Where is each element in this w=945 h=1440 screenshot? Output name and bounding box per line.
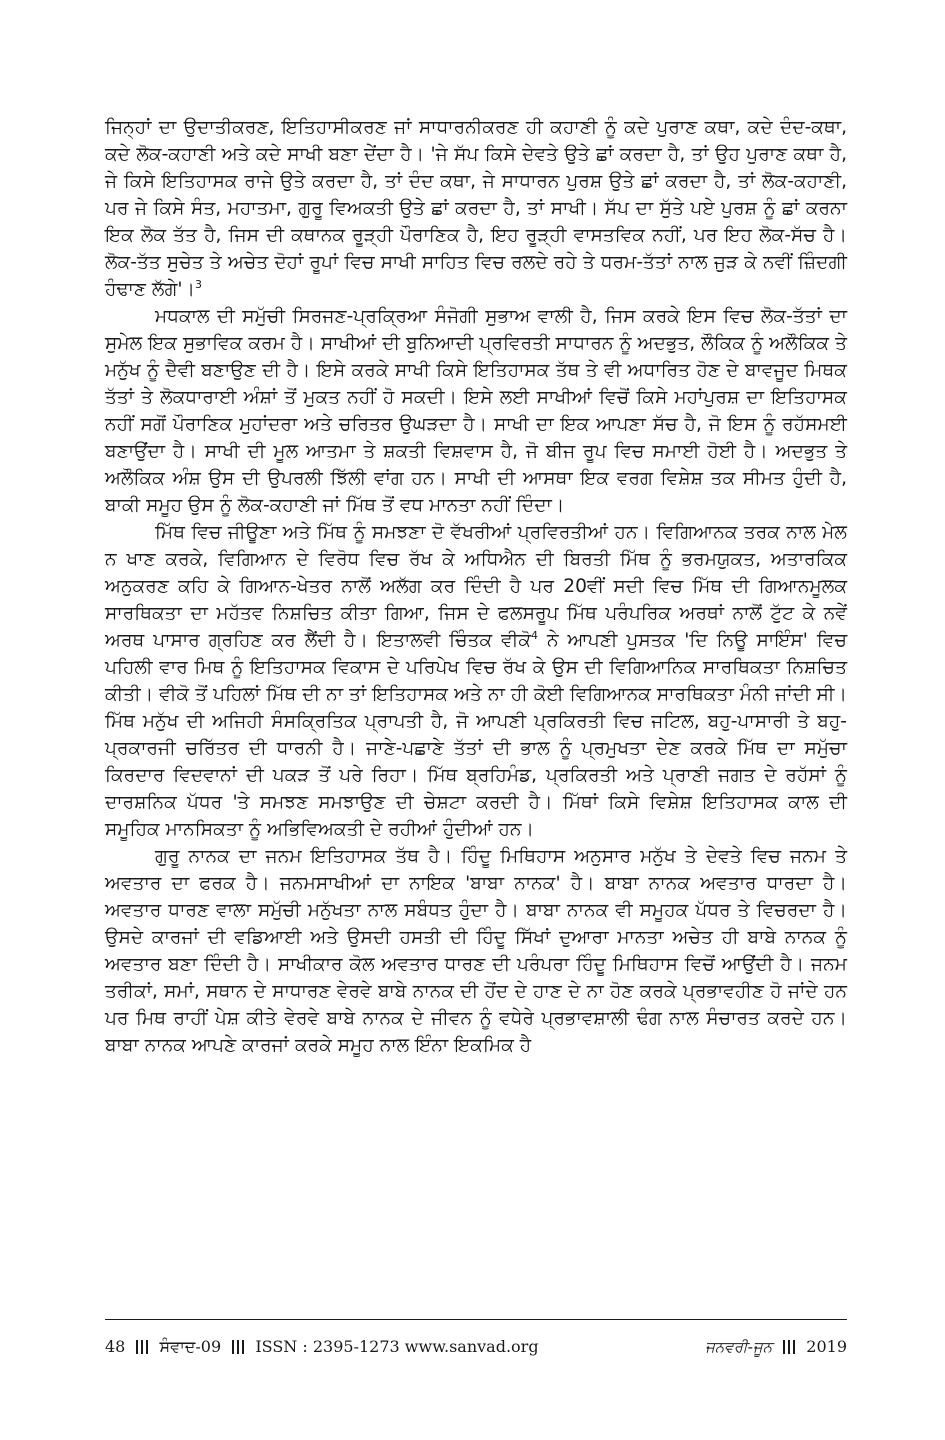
paragraph-1-text: ਜਿਨ੍ਹਾਂ ਦਾ ਉਦਾਤੀਕਰਣ, ਇਤਿਹਾਸੀਕਰਣ ਜਾਂ ਸਾਧਾਰਨੀਕਰਣ ਹੀ ਕਹਾਣੀ ਨੂੰ ਕਦੇ ਪੁਰਾਣ ਕਥਾ, ਕਦੇ ਦੰਦ-ਕਥਾ, ਕਦੇ ਲੋਕ-ਕਹਾਣੀ ਅਤੇ ਕਦੇ ਸਾਖੀ ਬਣਾ ਦੇਂਦਾ ਹੈ। 'ਜੇ ਸੱਪ ਕਿਸੇ ਦੇਵਤੇ ਉਤੇ ਛਾਂ ਕਰਦਾ ਹੈ, ਤਾਂ ਉਹ ਪੁਰਾਣ ਕਥਾ ਹੈ, ਜੇ ਕਿਸੇ ਇਤਿਹਾਸਕ ਰਾਜੇ ਉਤੇ ਕਰਦਾ ਹੈ, ਤਾਂ ਦੰਦ ਕਥਾ, ਜੇ ਸਾਧਾਰਨ ਪੁਰਸ਼ ਉਤੇ ਛਾਂ ਕਰਦਾ ਹੈ, ਤਾਂ ਲੋਕ-ਕਹਾਣੀ, ਪਰ ਜੇ ਕਿਸੇ ਸੰਤ, ਮਹਾਤਮਾ, ਗੁਰੂ ਵਿਅਕਤੀ ਉਤੇ ਛਾਂ ਕਰਦਾ ਹੈ, ਤਾਂ ਸਾਖੀ। ਸੱਪ ਦਾ ਸੁੱਤੇ ਪਏ ਪੁਰਸ਼ ਨੂੰ ਛਾਂ ਕਰਨਾ ਇਕ ਲੋਕ ਤੱਤ ਹੈ, ਜਿਸ ਦੀ ਕਥਾਨਕ ਰੂੜ੍ਹੀ ਪੌਰਾਣਿਕ ਹੈ, ਇਹ ਰੂੜ੍ਹੀ ਵਾਸਤਵਿਕ ਨਹੀਂ, ਪਰ ਇਹ ਲੋਕ-ਸੱਚ ਹੈ। ਲੋਕ-ਤੱਤ ਸੁਚੇਤ ਤੇ ਅਚੇਤ ਦੋਹਾਂ ਰੂਪਾਂ ਵਿਚ ਸਾਖੀ ਸਾਹਿਤ ਵਿਚ ਰਲਦੇ ਰਹੇ ਤੇ ਧਰਮ-ਤੱਤਾਂ ਨਾਲ ਜੁੜ ਕੇ ਨਵੀਂ ਜ਼ਿੰਦਗੀ ਹੰਢਾਣ ਲੱਗੇ'। [105, 117, 847, 300]
triple-bar-separator-icon [230, 1340, 246, 1354]
paragraph-4: ਗੁਰੂ ਨਾਨਕ ਦਾ ਜਨਮ ਇਤਿਹਾਸਕ ਤੱਥ ਹੈ। ਹਿੰਦੂ ਮਿਥਿਹਾਸ ਅਨੁਸਾਰ ਮਨੁੱਖ ਤੇ ਦੇਵਤੇ ਵਿਚ ਜਨਮ ਤੇ ਅਵਤਾਰ ਦਾ ਫਰਕ ਹੈ। ਜਨਮਸਾਖੀਆਂ ਦਾ ਨਾਇਕ 'ਬਾਬਾ ਨਾਨਕ' ਹੈ। ਬਾਬਾ ਨਾਨਕ ਅਵਤਾਰ ਧਾਰਦਾ ਹੈ। ਅਵਤਾਰ ਧਾਰਣ ਵਾਲਾ ਸਮੁੱਚੀ ਮਨੁੱਖਤਾ ਨਾਲ ਸਬੰਧਤ ਹੁੰਦਾ ਹੈ। ਬਾਬਾ ਨਾਨਕ ਵੀ ਸਮੂਹਕ ਪੱਧਰ ਤੇ ਵਿਚਰਦਾ ਹੈ। ਉਸਦੇ ਕਾਰਜਾਂ ਦੀ ਵਡਿਆਈ ਅਤੇ ਉਸਦੀ ਹਸਤੀ ਦੀ ਹਿੰਦੂ ਸਿੱਖਾਂ ਦੁਆਰਾ ਮਾਨਤਾ ਅਚੇਤ ਹੀ ਬਾਬੇ ਨਾਨਕ ਨੂੰ ਅਵਤਾਰ ਬਣਾ ਦਿੰਦੀ ਹੈ। ਸਾਖੀਕਾਰ ਕੋਲ ਅਵਤਾਰ ਧਾਰਣ ਦੀ ਪਰੰਪਰਾ ਹਿੰਦੂ ਮਿਥਿਹਾਸ ਵਿਚੋਂ ਆਉਂਦੀ ਹੈ। ਜਨਮ ਤਰੀਕਾਂ, ਸਮਾਂ, ਸਥਾਨ ਦੇ ਸਾਧਾਰਣ ਵੇਰਵੇ ਬਾਬੇ ਨਾਨਕ ਦੀ ਹੋਂਦ ਦੇ ਹਾਣ ਦੇ ਨਾ ਹੋਣ ਕਰਕੇ ਪ੍ਰਭਾਵਹੀਣ ਹੋ ਜਾਂਦੇ ਹਨ ਪਰ ਮਿਥ ਰਾਹੀਂ ਪੇਸ਼ ਕੀਤੇ ਵੇਰਵੇ ਬਾਬੇ ਨਾਨਕ ਦੇ ਜੀਵਨ ਨੂੰ ਵਧੇਰੇ ਪ੍ਰਭਾਵਸ਼ਾਲੀ ਢੰਗ ਨਾਲ ਸੰਚਾਰਤ ਕਰਦੇ ਹਨ। ਬਾਬਾ ਨਾਨਕ ਆਪਣੇ ਕਾਰਜਾਂ ਕਰਕੇ ਸਮੂਹ ਨਾਲ ਇੰਨਾ ਇਕਮਿਕ ਹੈ [105, 846, 847, 1056]
paragraph-3-text-a: ਮਿੱਥ ਵਿਚ ਜੀਊਣਾ ਅਤੇ ਮਿੱਥ ਨੂੰ ਸਮਝਣਾ ਦੋ ਵੱਖਰੀਆਂ ਪ੍ਰਵਿਰਤੀਆਂ ਹਨ। ਵਿਗਿਆਨਕ ਤਰਕ ਨਾਲ ਮੇਲ ਨ ਖਾਣ ਕਰਕੇ, ਵਿਗਿਆਨ ਦੇ ਵਿਰੋਧ ਵਿਚ ਰੱਖ ਕੇ ਅਧਿਐਨ ਦੀ ਬਿਰਤੀ ਮਿੱਥ ਨੂੰ ਭਰਮਯੁਕਤ, ਅਤਾਰਕਿਕ ਅਨੁਕਰਣ ਕਹਿ ਕੇ ਗਿਆਨ-ਖੇਤਰ ਨਾਲੋਂ ਅਲੱਗ ਕਰ ਦਿੰਦੀ ਹੈ ਪਰ 20ਵੀਂ ਸਦੀ ਵਿਚ ਮਿੱਥ ਦੀ ਗਿਆਨਮੂਲਕ ਸਾਰਥਿਕਤਾ ਦਾ ਮਹੱਤਵ ਨਿਸ਼ਚਿਤ ਕੀਤਾ ਗਿਆ, ਜਿਸ ਦੇ ਫਲਸਰੂਪ ਮਿੱਥ ਪਰੰਪਰਿਕ ਅਰਥਾਂ ਨਾਲੋਂ ਟੁੱਟ ਕੇ ਨਵੇਂ ਅਰਥ ਪਾਸਾਰ ਗ੍ਰਹਿਣ ਕਰ ਲੈਂਦੀ ਹੈ। ਇਤਾਲਵੀ ਚਿੰਤਕ ਵੀਕੋ [105, 522, 847, 651]
issue-months: ਜਨਵਰੀ-ਜੂਨ [705, 1338, 773, 1356]
issn-website: ISSN : 2395-1273 www.sanvad.org [255, 1337, 539, 1356]
paragraph-3 [105, 519, 847, 843]
issue-year: 2019 [806, 1337, 847, 1356]
page-footer [105, 1337, 847, 1361]
footer-left [105, 1337, 539, 1357]
paragraph-1 [105, 114, 847, 303]
paragraph-2: ਮਧਕਾਲ ਦੀ ਸਮੁੱਚੀ ਸਿਰਜਣ-ਪ੍ਰਕ੍ਰਿਆ ਸੰਜੋਗੀ ਸੁਭਾਅ ਵਾਲੀ ਹੈ, ਜਿਸ ਕਰਕੇ ਇਸ ਵਿਚ ਲੋਕ-ਤੱਤਾਂ ਦਾ ਸੁਮੇਲ ਇਕ ਸੁਭਾਵਿਕ ਕਰਮ ਹੈ। ਸਾਖੀਆਂ ਦੀ ਬੁਨਿਆਦੀ ਪ੍ਰਵਿਰਤੀ ਸਾਧਾਰਨ ਨੂੰ ਅਦਭੁਤ, ਲੌਕਿਕ ਨੂੰ ਅਲੌਕਿਕ ਤੇ ਮਨੁੱਖ ਨੂੰ ਦੈਵੀ ਬਣਾਉਣ ਦੀ ਹੈ। ਇਸੇ ਕਰਕੇ ਸਾਖੀ ਕਿਸੇ ਇਤਿਹਾਸਕ ਤੱਥ ਤੇ ਵੀ ਅਧਾਰਿਤ ਹੋਣ ਦੇ ਬਾਵਜੂਦ ਮਿਥਕ ਤੱਤਾਂ ਤੇ ਲੋਕਧਾਰਾਈ ਅੰਸ਼ਾਂ ਤੋਂ ਮੁਕਤ ਨਹੀਂ ਹੋ ਸਕਦੀ। ਇਸੇ ਲਈ ਸਾਖੀਆਂ ਵਿਚੋਂ ਕਿਸੇ ਮਹਾਂਪੁਰਸ਼ ਦਾ ਇਤਿਹਾਸਕ ਨਹੀਂ ਸਗੋਂ ਪੌਰਾਣਿਕ ਮੁਹਾਂਦਰਾ ਅਤੇ ਚਰਿਤਰ ਉਘੜਦਾ ਹੈ। ਸਾਖੀ ਦਾ ਇਕ ਆਪਣਾ ਸੱਚ ਹੈ, ਜੋ ਇਸ ਨੂੰ ਰਹੱਸਮਈ ਬਣਾਉਂਦਾ ਹੈ। ਸਾਖੀ ਦੀ ਮੂਲ ਆਤਮਾ ਤੇ ਸ਼ਕਤੀ ਵਿਸ਼ਵਾਸ ਹੈ, ਜੋ ਬੀਜ ਰੂਪ ਵਿਚ ਸਮਾਈ ਹੋਈ ਹੈ। ਅਦਭੁਤ ਤੇ ਅਲੌਕਿਕ ਅੰਸ਼ ਉਸ ਦੀ ਉਪਰਲੀ ਝਿੱਲੀ ਵਾਂਗ ਹਨ। ਸਾਖੀ ਦੀ ਆਸਥਾ ਇਕ ਵਰਗ ਵਿਸ਼ੇਸ਼ ਤਕ ਸੀਮਤ ਹੁੰਦੀ ਹੈ, ਬਾਕੀ ਸਮੂਹ ਉਸ ਨੂੰ ਲੋਕ-ਕਹਾਣੀ ਜਾਂ ਮਿੱਥ ਤੋਂ ਵਧ ਮਾਨਤਾ ਨਹੀਂ ਦਿੰਦਾ। [105, 306, 847, 516]
footnote-ref-3: 3 [195, 277, 203, 291]
triple-bar-separator-icon [134, 1340, 150, 1354]
page-number: 48 [105, 1337, 126, 1356]
paragraph-3-text-b: ਨੇ ਆਪਣੀ ਪੁਸਤਕ 'ਦਿ ਨਿਊ ਸਾਇੰਸ' ਵਿਚ ਪਹਿਲੀ ਵਾਰ ਮਿਥ ਨੂੰ ਇਤਿਹਾਸਕ ਵਿਕਾਸ ਦੇ ਪਰਿਪੇਖ ਵਿਚ ਰੱਖ ਕੇ ਉਸ ਦੀ ਵਿਗਿਆਨਿਕ ਸਾਰਥਿਕਤਾ ਨਿਸ਼ਚਿਤ ਕੀਤੀ। ਵੀਕੋ ਤੋਂ ਪਹਿਲਾਂ ਮਿੱਥ ਦੀ ਨਾ ਤਾਂ ਇਤਿਹਾਸਕ ਅਤੇ ਨਾ ਹੀ ਕੋਈ ਵਿਗਿਆਨਕ ਸਾਰਥਿਕਤਾ ਮੰਨੀ ਜਾਂਦੀ ਸੀ। ਮਿੱਥ ਮਨੁੱਖ ਦੀ ਅਜਿਹੀ ਸੰਸਕ੍ਰਿਤਿਕ ਪ੍ਰਾਪਤੀ ਹੈ, ਜੋ ਆਪਣੀ ਪ੍ਰਕਿਰਤੀ ਵਿਚ ਜਟਿਲ, ਬਹੁ-ਪਾਸਾਰੀ ਤੇ ਬਹੁ-ਪ੍ਰਕਾਰਜੀ ਚਰਿੱਤਰ ਦੀ ਧਾਰਨੀ ਹੈ। ਜਾਣੇ-ਪਛਾਣੇ ਤੱਤਾਂ ਦੀ ਭਾਲ ਨੂੰ ਪ੍ਰਮੁਖਤਾ ਦੇਣ ਕਰਕੇ ਮਿੱਥ ਦਾ ਸਮੁੱਚਾ ਕਿਰਦਾਰ ਵਿਦਵਾਨਾਂ ਦੀ ਪਕੜ ਤੋਂ ਪਰੇ ਰਿਹਾ। ਮਿੱਥ ਬ੍ਰਹਿਮੰਡ, ਪ੍ਰਕਿਰਤੀ ਅਤੇ ਪ੍ਰਾਣੀ ਜਗਤ ਦੇ ਰਹੱਸਾਂ ਨੂੰ ਦਾਰਸ਼ਨਿਕ ਪੱਧਰ 'ਤੇ ਸਮਝਣ ਸਮਝਾਉਣ ਦੀ ਚੇਸ਼ਟਾ ਕਰਦੀ ਹੈ। ਮਿੱਥਾਂ ਕਿਸੇ ਵਿਸ਼ੇਸ਼ ਇਤਿਹਾਸਕ ਕਾਲ ਦੀ ਸਮੂਹਿਕ ਮਾਨਸਿਕਤਾ ਨੂੰ ਅਭਿਵਿਅਕਤੀ ਦੇ ਰਹੀਆਂ ਹੁੰਦੀਆਂ ਹਨ। [105, 630, 847, 840]
article-body [105, 114, 847, 1059]
journal-name: ਸੰਵਾਦ-09 [159, 1337, 222, 1356]
triple-bar-separator-icon [781, 1340, 797, 1354]
footer-divider [105, 1319, 847, 1320]
footer-right [705, 1337, 847, 1356]
footnote-ref-4: 4 [531, 628, 539, 642]
